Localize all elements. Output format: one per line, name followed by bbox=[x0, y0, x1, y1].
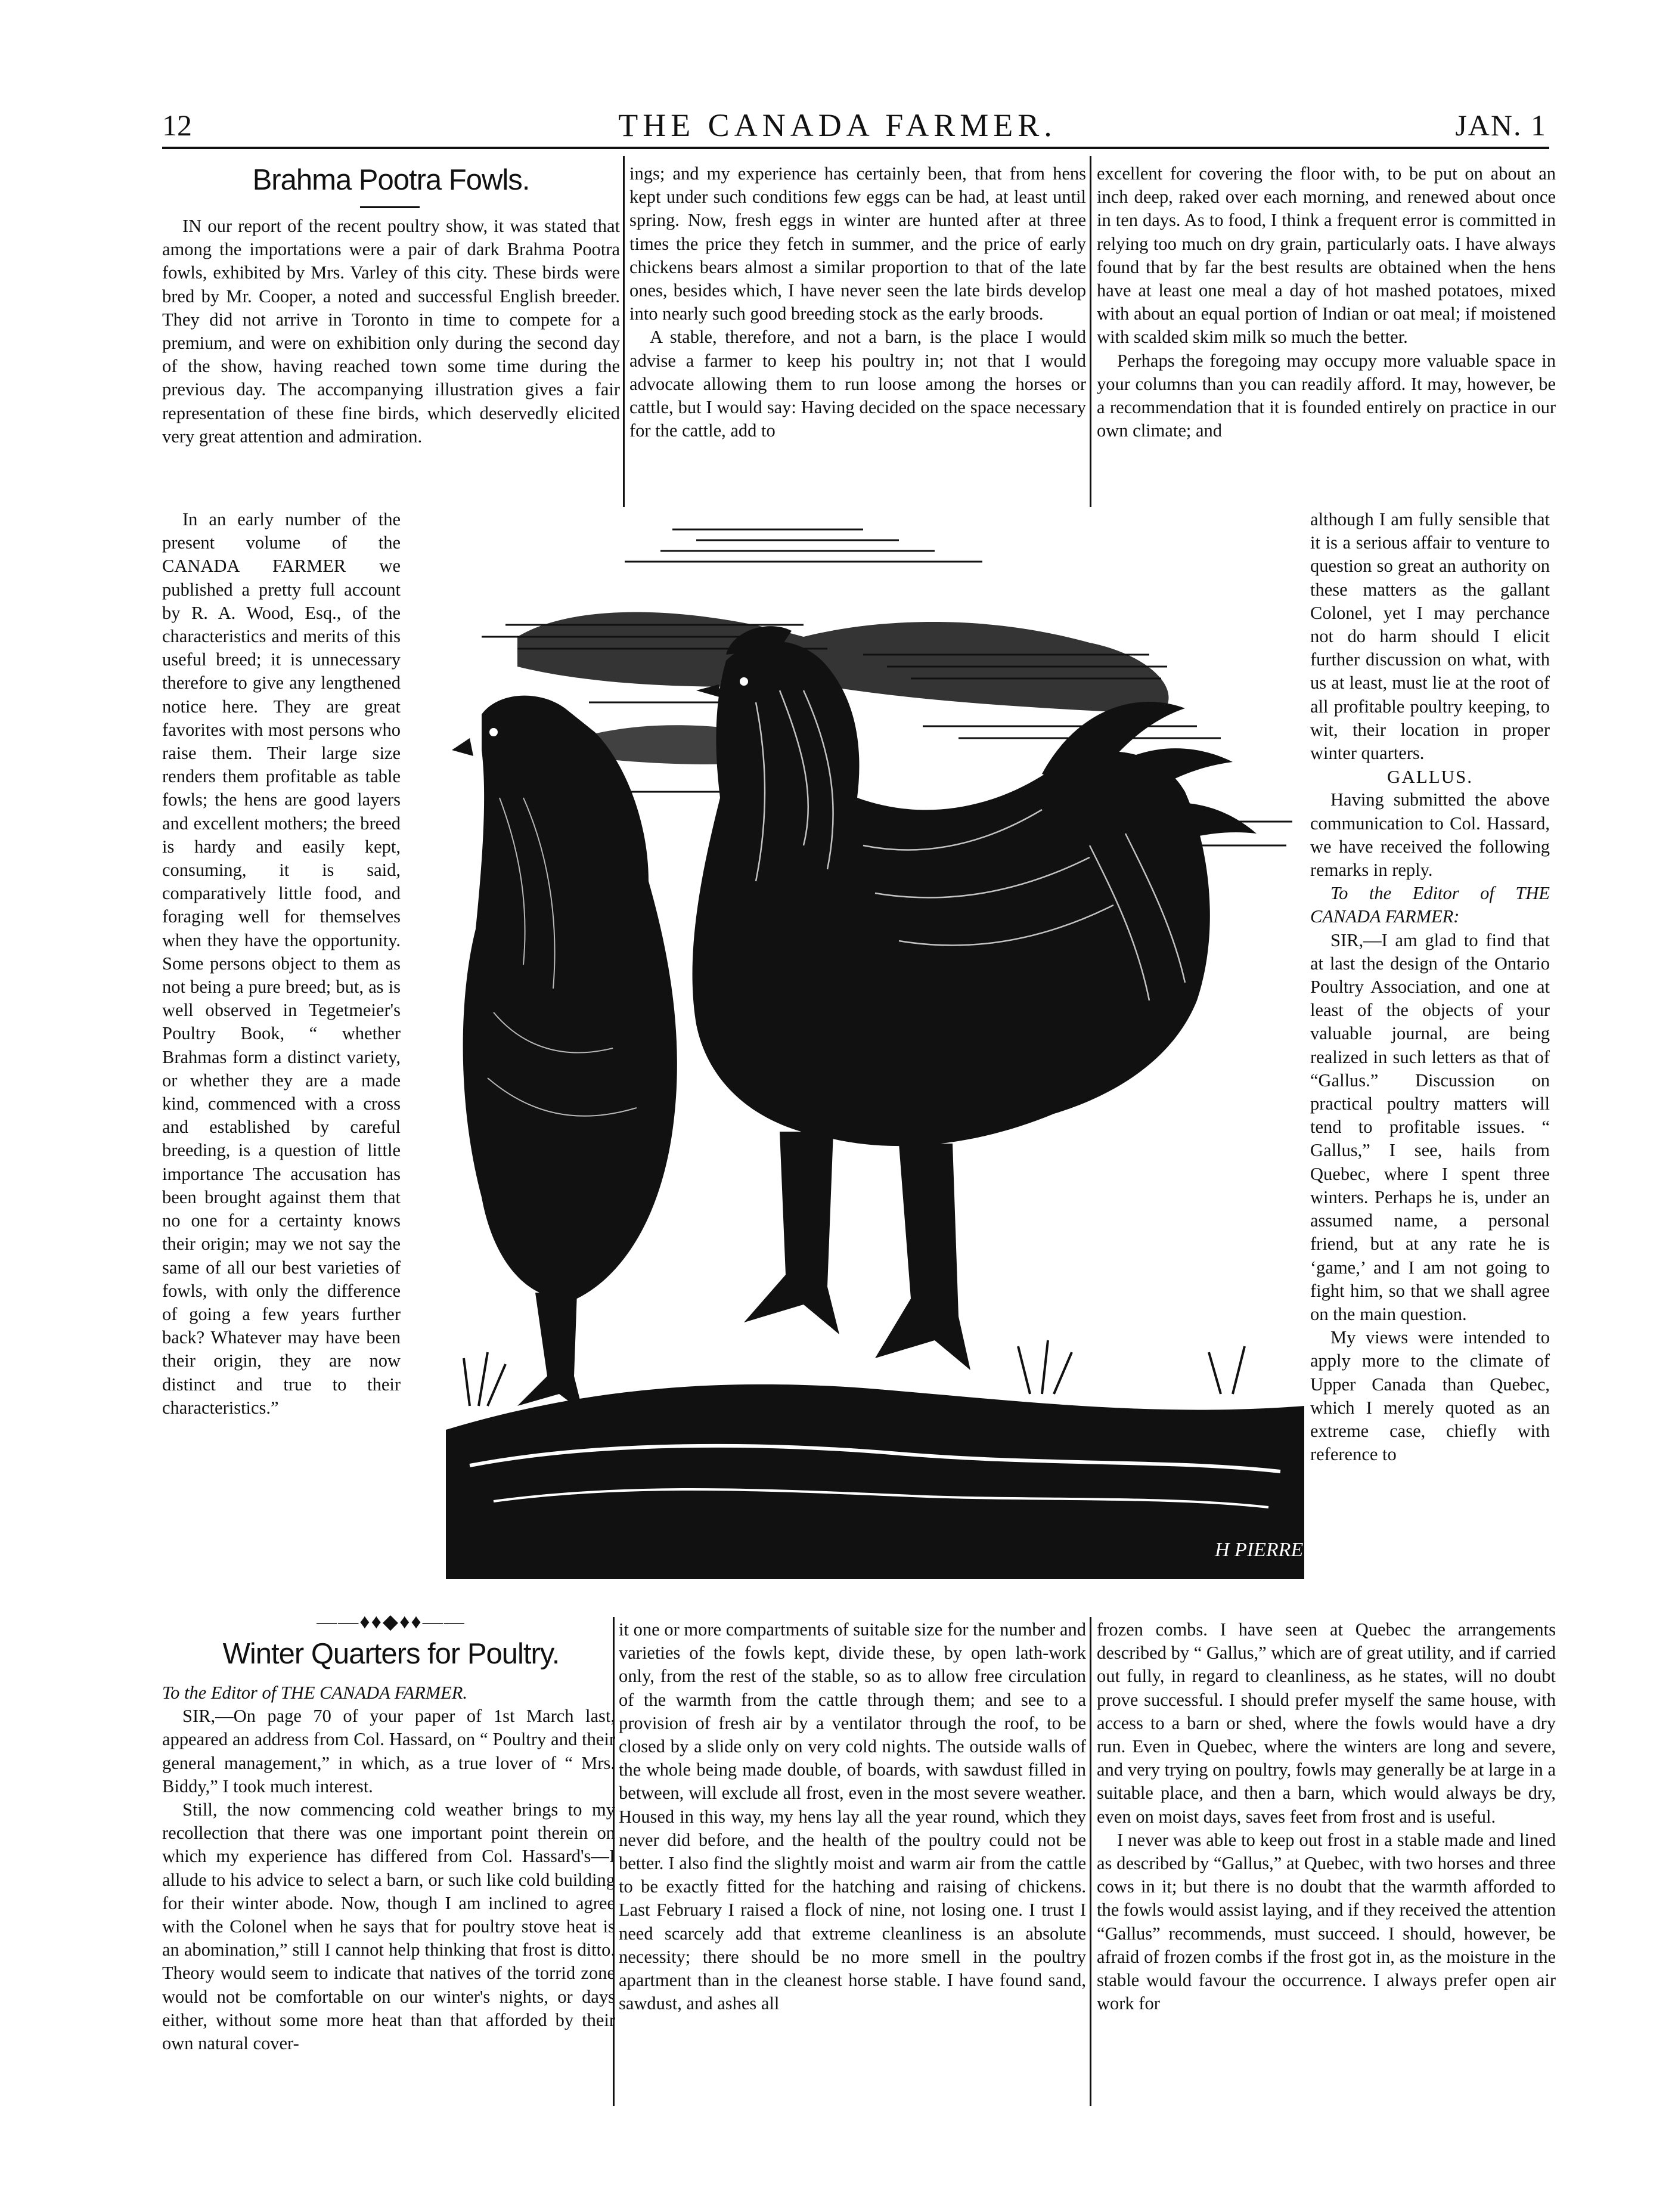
hen-eye bbox=[489, 728, 498, 736]
section-ornament: ——♦♦◆♦♦—— bbox=[317, 1611, 466, 1633]
column3-top bbox=[1097, 162, 1556, 508]
cock-leg-left bbox=[744, 1132, 839, 1334]
letter-signature-gallus: GALLUS. bbox=[1386, 766, 1474, 788]
hen-body bbox=[463, 696, 677, 1299]
column3-side-paragraph-1: although I am fully sensible that it is a serious affair to venture to question so great an authority on these matters as the gallant Colonel, yet I may perchance not do harm should I elicit further discussion on what, with us at least, must lie at the root of all profitable poultry keeping, to wit, their location in proper winter quarters. bbox=[1310, 509, 1550, 764]
column3-bottom bbox=[1097, 1618, 1556, 2107]
hen-legs bbox=[517, 1293, 583, 1412]
column-divider-top-right bbox=[1090, 156, 1091, 507]
title-rule bbox=[360, 206, 420, 208]
article1-paragraph-1: IN our report of the recent poultry show, it was stated that among the importations were a pair of dark Brahma Pootra fowls, exhibited by Mrs. Varley of this city. These birds were bred by Mr. Cooper, a noted and successful English breeder. They did not arrive in Toronto in time to compete for a premium, and were on exhibition only during the second day of the show, having reached town some time during the previous day. The accompanying illustration gives a fair representation of these fine birds, which deservedly elicited very great attention and admiration. bbox=[162, 216, 620, 447]
issue-date: JAN. 1 bbox=[1455, 109, 1547, 142]
article-title-brahma: Brahma Pootra Fowls. bbox=[252, 164, 530, 196]
article2-paragraph-2: Still, the now commencing cold weather brings to my recollection that there was one important point therein on which my experience has differed from Col. Hassard's—I allude to his advice to select a barn, or such like cold building for their winter abode. Now, though I am inclined to agree with the Colonel when he says that for poultry stove heat is an abomination,” still I cannot help thinking that frost is ditto. Theory would seem to indicate that natives of the torrid zone would not be comfortable on our winter's nights, or days either, without some more heat than that afforded by their own natural cover- bbox=[162, 1799, 615, 2054]
hen-beak bbox=[452, 738, 473, 756]
article2-salutation: To the Editor of THE CANADA FARMER. bbox=[162, 1683, 468, 1703]
newspaper-title: THE CANADA FARMER. bbox=[618, 107, 1057, 143]
page-number: 12 bbox=[162, 109, 192, 142]
article2-paragraph-1: SIR,—On page 70 of your paper of 1st March last, appeared an address from Col. Hassard, on “ Poultry and their general management,” in which, as a true lover of “ Mrs. Biddy,” I took much interest. bbox=[162, 1706, 615, 1796]
header-rule bbox=[162, 147, 1549, 149]
cock-eye bbox=[740, 677, 748, 686]
column2-paragraph-2: A stable, therefore, and not a barn, is the place I would advise a farmer to keep his poultry in; not that I would advocate allowing them to run loose among the horses or cattle, but I would say: Having decided on the space necessary for the cattle, add to bbox=[629, 327, 1086, 441]
column3-side-paragraph-2: Having submitted the above communication to Col. Hassard, we have received the following remarks in reply. bbox=[1310, 789, 1550, 881]
article2-body bbox=[162, 1681, 615, 2111]
article1-continuation bbox=[162, 508, 401, 1617]
cock-leg-right bbox=[875, 1144, 970, 1370]
column3-side bbox=[1310, 508, 1550, 1617]
column3-bottom-paragraph-1: frozen combs. I have seen at Quebec the arrangements described by “ Gallus,” which are of great utility, and if carried out fully, in regard to cleanliness, as he states, will no doubt prove successful. I should prefer myself the same house, with access to a barn or shed, where the fowls would have a dry run. Even in Quebec, where the winters are long and severe, and very trying on poultry, fowls may generally be at large in a suitable place, and then a barn, which would always be dry, even on moist days, saves feet from frost and is useful. bbox=[1097, 1619, 1556, 1827]
engraver-signature: H PIERRE bbox=[1215, 1539, 1304, 1561]
column3-side-paragraph-4: My views were intended to apply more to the climate of Upper Canada than Quebec, which I merely quoted as an extreme case, chiefly with reference to bbox=[1310, 1327, 1550, 1465]
column2-bottom bbox=[619, 1618, 1086, 2107]
column2-bottom-paragraph-1: it one or more compartments of suitable size for the number and varieties of the fowls kept, divide these, by open lath-work only, from the rest of the stable, so as to allow free circulation of the warmth from the cattle through them; and see to a provision of fresh air by a ventilator through the roof, to be closed by a slide only on very cold nights. The outside walls of the whole being made double, of boards, with sawdust filled in between, will exclude all frost, even in the most severe weather. Housed in this way, my hens lay all the year round, which they never did before, and the health of the poultry could not be better. I also find the slightly moist and warm air from the cattle to be exactly fitted for the hatching and raising of chickens. Last February I raised a flock of nine, not losing one. I trust I need scarcely add that extreme cleanliness is an absolute necessity; there should be no more smell in the poultry apartment than in the cleanest horse stable. I have found sand, sawdust, and ashes all bbox=[619, 1619, 1086, 2014]
article1-intro bbox=[162, 215, 620, 507]
column3-paragraph-1: excellent for covering the floor with, to be put on about an inch deep, raked over each morning, and renewed about once in ten days. As to food, I think a frequent error is committed in relying too much on dry grain, particularly oats. I have always found that by far the best results are obtained when the hens have at least one meal a day of hot mashed potatoes, mixed with about an equal portion of Indian or oat meal; if moistened with scalded skim milk so much the better. bbox=[1097, 163, 1556, 348]
column3-side-salutation: To the Editor of THE CANADA FARMER: bbox=[1310, 883, 1550, 927]
brahma-fowls-engraving bbox=[446, 512, 1305, 1579]
column3-bottom-paragraph-2: I never was able to keep out frost in a stable made and lined as described by “Gallus,” at Quebec, with two horses and three cows in it; but there is no doubt that the warmth afforded to the fowls would assist laying, and if they received the attention “Gallus” recommends, must succeed. I should, however, be afraid of frozen combs if the frost got in, as the moisture in the stable would favour the occurrence. I always prefer open air work for bbox=[1097, 1829, 1556, 2014]
column-divider-top-left bbox=[623, 156, 625, 507]
column3-paragraph-2: Perhaps the foregoing may occupy more valuable space in your columns than you can readily afford. It may, however, be a recommendation that it is founded entirely on practice in our own climate; and bbox=[1097, 350, 1556, 441]
column2-top bbox=[629, 162, 1086, 508]
article1-paragraph-2: In an early number of the present volume of the CANADA FARMER we published a pretty full account by R. A. Wood, Esq., of the characteristics and merits of this useful breed; it is unnecessary therefore to give any lengthened notice here. They are great favorites with most persons who raise them. Their large size renders them profitable as table fowls; the hens are good layers and excellent mothers; the breed is hardy and easily kept, consuming, it is said, comparatively little food, and foraging well for themselves when they have the opportunity. Some persons object to them as not being a pure breed; but, as is well observed in Tegetmeier's Poultry Book, “ whether Brahmas form a distinct variety, or whether they are a made kind, commenced with a cross and established by careful breeding, is a question of little importance The accusation has been brought against them that no one for a certainty knows their origin; may we not say the same of all our best varieties of fowls, with only the difference of going a few years further back? Whatever may have been their origin, they are now distinct and true to their characteristics.” bbox=[162, 509, 401, 1418]
ground bbox=[446, 1384, 1304, 1579]
column-divider-bottom-right bbox=[1090, 1617, 1091, 2106]
column2-paragraph-1: ings; and my experience has certainly been, that from hens kept under such conditions few eggs can be had, at least until spring. Now, fresh eggs in winter are hunted after at three times the price they fetch in summer, and the price of early chickens bears almost a similar proportion to that of the late ones, besides which, I have never seen the late birds develop into nearly such good breeding stock as the early broods. bbox=[629, 163, 1086, 324]
column3-side-paragraph-3: SIR,—I am glad to find that at last the design of the Ontario Poultry Association, and one at least of the objects of your valuable journal, are being realized in such letters as that of “Gallus.” Discussion on practical poultry matters will tend to profitable issues. “ Gallus,” I see, hails from Quebec, where I spent three winters. Perhaps he is, under an assumed name, a personal friend, but at any rate he is ‘game,’ and I am not going to fight him, so that we shall agree on the main question. bbox=[1310, 930, 1550, 1324]
article-title-winter-quarters: Winter Quarters for Poultry. bbox=[222, 1638, 560, 1670]
